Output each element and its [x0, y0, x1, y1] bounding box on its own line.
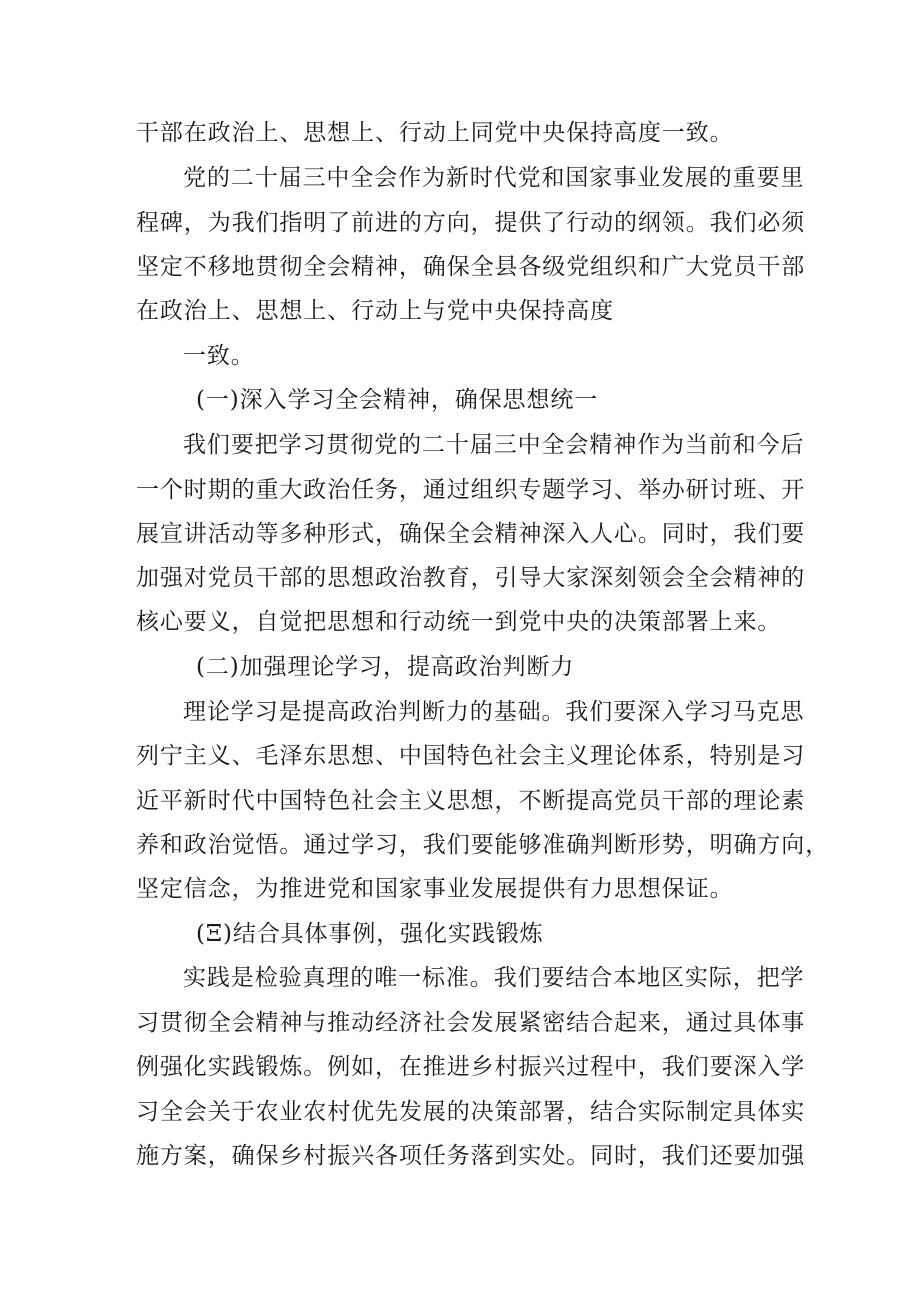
text-line: 坚定信念，为推进党和国家事业发展提供有力思想保证。: [136, 876, 734, 902]
text-line: 一个时期的重大政治任务，通过组织专题学习、举办研讨班、开: [136, 477, 806, 503]
text-line: 程碑，为我们指明了前进的方向，提供了行动的纲领。我们必须: [136, 210, 806, 236]
paragraph-first-line: 理论学习是提高政治判断力的基础。我们要深入学习马克思: [183, 699, 805, 725]
section-heading-1: (一)深入学习全会精神，确保思想统一: [196, 387, 599, 413]
text-line: 在政治上、思想上、行动上与党中央保持高度: [136, 298, 614, 324]
section-heading-3: (Ξ)结合具体事例，强化实践锻炼: [196, 921, 544, 947]
text-line: 坚定不移地贯彻全会精神，确保全县各级党组织和广大党员干部: [136, 254, 806, 280]
text-line: 核心要义，自觉把思想和行动统一到党中央的决策部署上来。: [136, 609, 782, 635]
text-line: 例强化实践锻炼。例如，在推进乡村振兴过程中，我们要深入学: [136, 1054, 806, 1080]
text-line: 近平新时代中国特色社会主义思想，不断提高党员干部的理论素: [136, 788, 806, 814]
section-heading-2: (二)加强理论学习，提高政治判断力: [196, 654, 575, 680]
paragraph-first-line: 党的二十届三中全会作为新时代党和国家事业发展的重要里: [183, 165, 805, 191]
paragraph-first-line: 我们要把学习贯彻党的二十届三中全会精神作为当前和今后: [183, 432, 805, 458]
text-line: 一致。: [183, 343, 255, 369]
text-line: 展宣讲活动等多种形式，确保全会精神深入人心。同时，我们要: [136, 521, 806, 547]
paragraph-first-line: 实践是检验真理的唯一标准。我们要结合本地区实际，把学: [183, 965, 805, 991]
text-line: 养和政治觉悟。通过学习，我们要能够准确判断形势，明确方向，: [136, 832, 830, 858]
text-line: 干部在政治上、思想上、行动上同党中央保持高度一致。: [136, 120, 734, 146]
text-line: 习全会关于农业农村优先发展的决策部署，结合实际制定具体实: [136, 1099, 806, 1125]
text-line: 加强对党员干部的思想政治教育，引导大家深刻领会全会精神的: [136, 565, 806, 591]
text-line: 施方案，确保乡村振兴各项任务落到实处。同时，我们还要加强: [136, 1143, 806, 1169]
text-line: 列宁主义、毛泽东思想、中国特色社会主义理论体系，特别是习: [136, 743, 806, 769]
text-line: 习贯彻全会精神与推动经济社会发展紧密结合起来，通过具体事: [136, 1010, 806, 1036]
